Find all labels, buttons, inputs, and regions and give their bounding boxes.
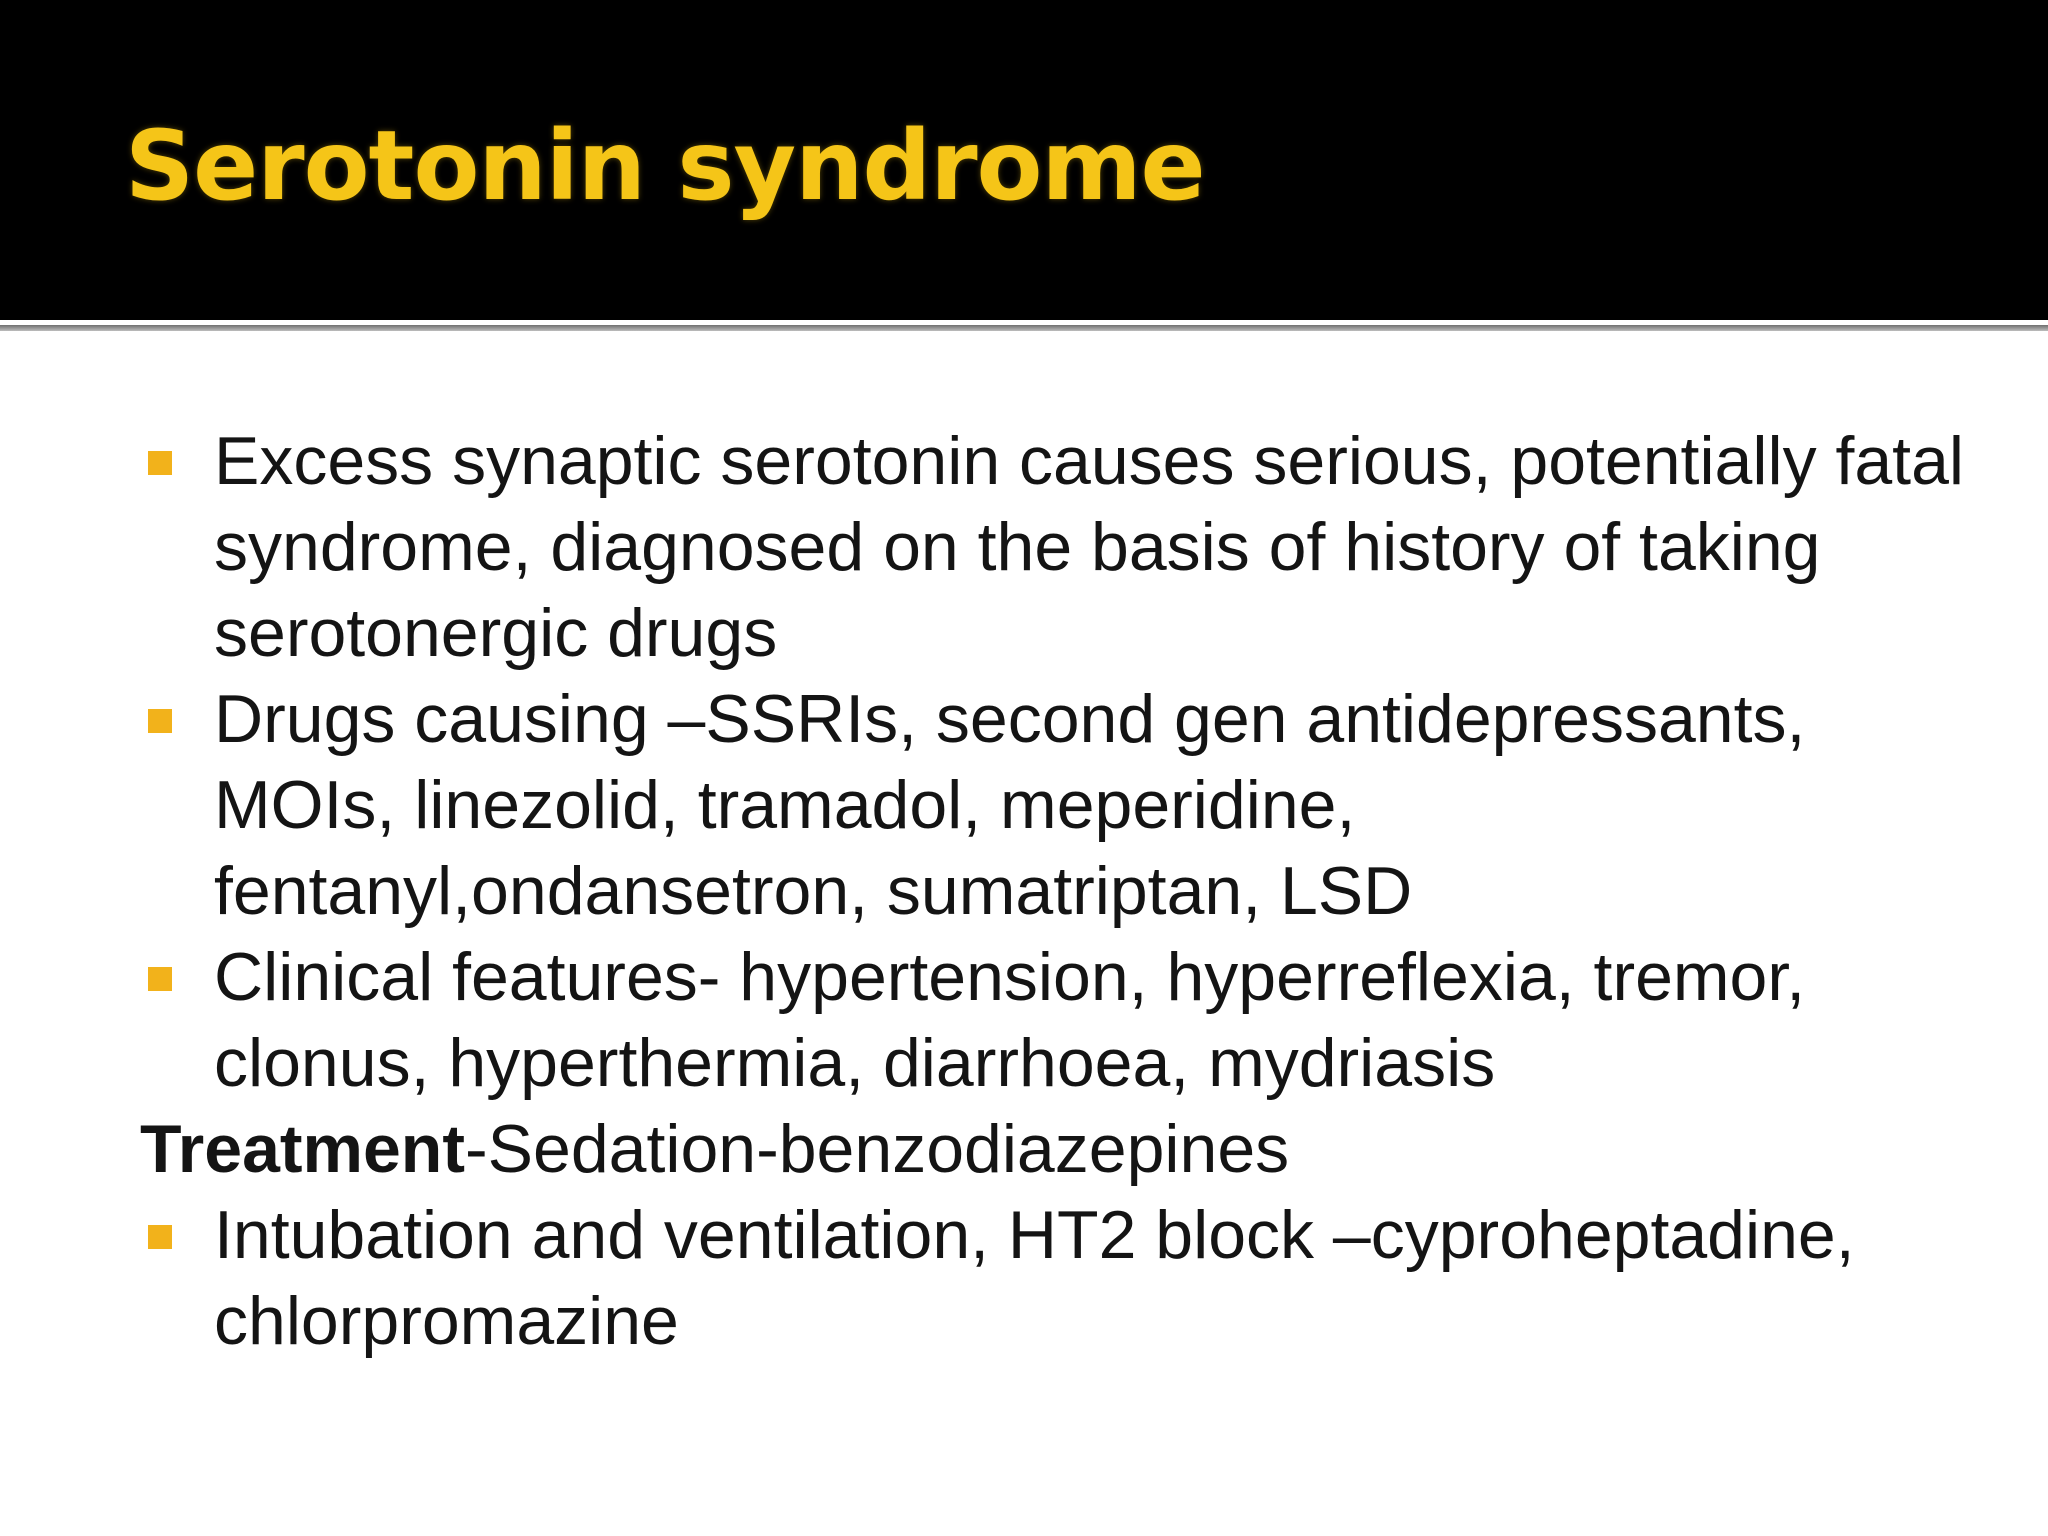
square-bullet-icon — [148, 1225, 172, 1249]
treatment-line — [140, 1106, 1980, 1192]
bullet-text: Clinical features- hypertension, hyperreflexia, tremor, clonus, hyperthermia, diarrhoea, mydriasis — [214, 939, 1806, 1101]
square-bullet-icon — [148, 451, 172, 475]
bullet-text: Excess synaptic serotonin causes serious, potentially fatal syndrome, diagnosed on the basis of history of taking serotonergic drugs — [214, 423, 1965, 671]
treatment-text: -Sedation-benzodiazepines — [465, 1111, 1290, 1187]
bullet-item-intubation — [140, 1192, 1980, 1364]
slide-body — [140, 418, 1980, 1364]
square-bullet-icon — [148, 967, 172, 991]
title-divider-dark — [0, 325, 2048, 331]
slide-title: Serotonin syndrome — [125, 110, 1205, 222]
square-bullet-icon — [148, 709, 172, 733]
bullet-item-drugs-causing — [140, 676, 1980, 934]
bullet-item-clinical-features — [140, 934, 1980, 1106]
treatment-label: Treatment — [140, 1111, 465, 1187]
bullet-text: Intubation and ventilation, HT2 block –cyproheptadine, chlorpromazine — [214, 1197, 1855, 1359]
bullet-item-serotonin-excess — [140, 418, 1980, 676]
title-bar — [0, 0, 2048, 320]
bullet-text: Drugs causing –SSRIs, second gen antidepressants, MOIs, linezolid, tramadol, meperidine, fentanyl,ondansetron, sumatriptan, LSD — [214, 681, 1806, 929]
